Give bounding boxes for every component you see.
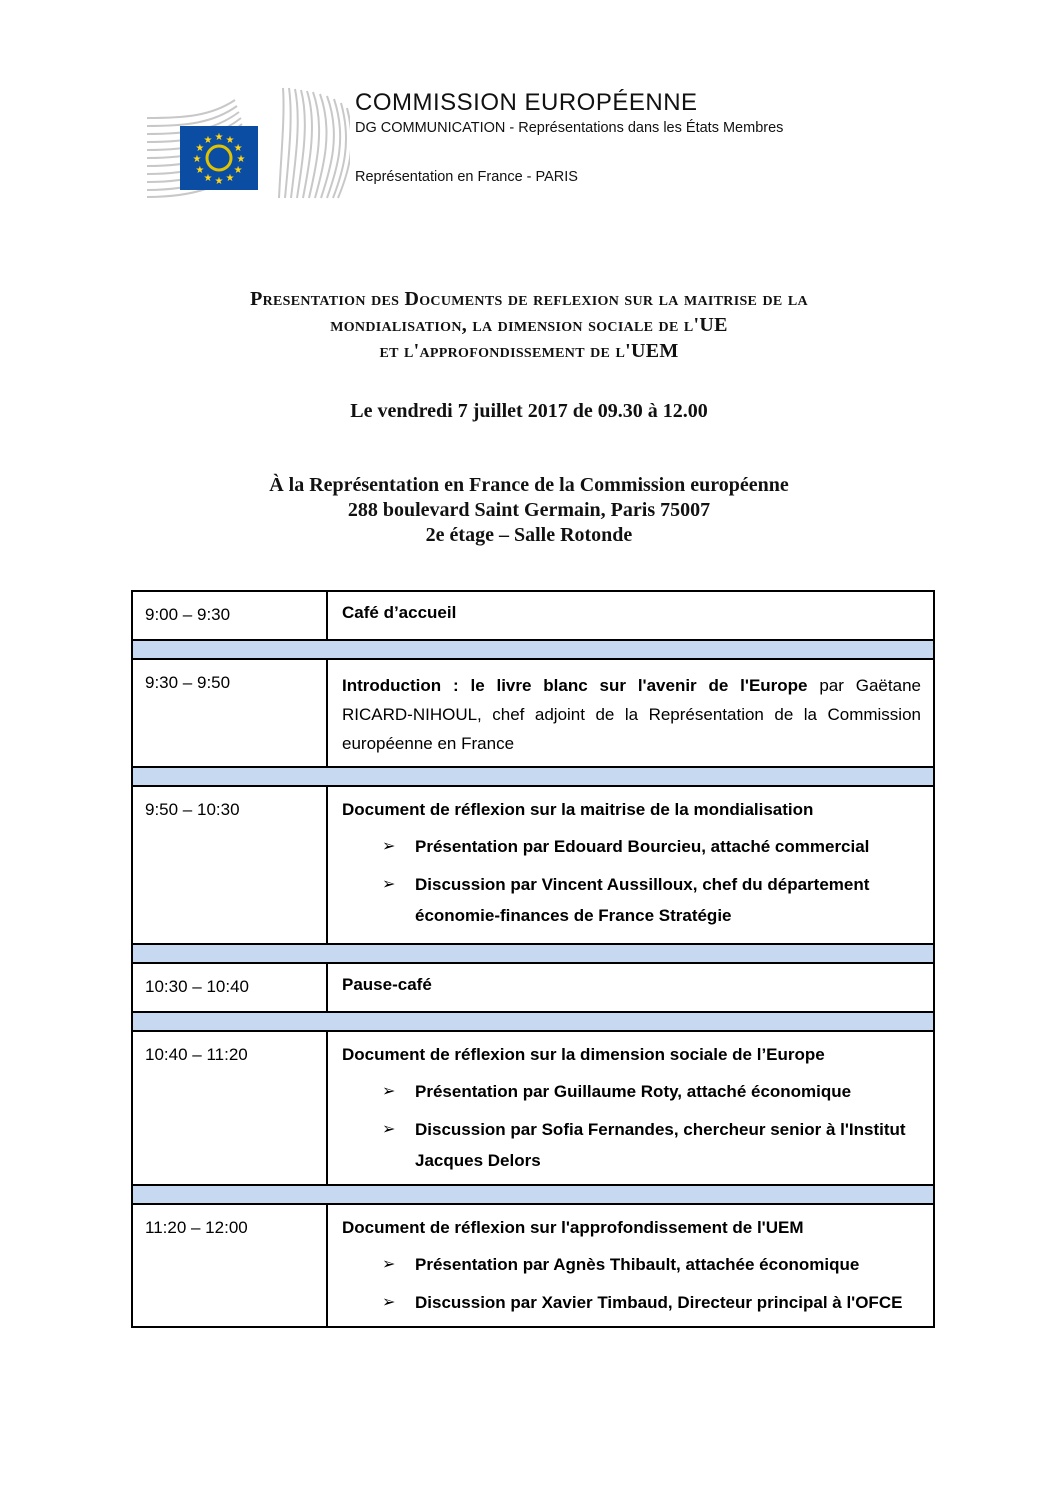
svg-text:★: ★	[195, 165, 205, 176]
agenda-row	[132, 591, 934, 640]
activity-title: Document de réflexion sur la maitrise de la mondialisation	[342, 800, 814, 819]
activity-text: par Gaëtane RICARD-NIHOUL, chef adjoint de la Représentation de la Commission européenne en France	[342, 676, 921, 753]
agenda-row	[132, 1031, 934, 1185]
time-cell: 9:50 – 10:30	[132, 786, 327, 944]
svg-text:★: ★	[195, 143, 205, 154]
doc-title-line-1: Presentation des Documents de reflexion sur la maitrise de la	[250, 288, 808, 310]
office-line: Représentation en France - PARIS	[355, 169, 578, 185]
activity-title: Document de réflexion sur la dimension sociale de l’Europe	[342, 1045, 825, 1064]
separator-row	[132, 1185, 934, 1204]
dept-line: DG COMMUNICATION - Représentations dans les États Membres	[355, 120, 784, 136]
venue-line-3: 2e étage – Salle Rotonde	[425, 524, 633, 546]
activity-title-bold: Introduction : le livre blanc sur l'avenir de l'Europe	[342, 676, 808, 695]
doc-title	[0, 286, 1058, 364]
separator-row	[132, 944, 934, 963]
activity-label: Café d’accueil	[342, 603, 457, 622]
svg-text:★: ★	[203, 173, 213, 185]
svg-text:★: ★	[233, 165, 243, 176]
bullet-list	[382, 831, 921, 931]
bullet-arrow-icon: ➢	[382, 1083, 396, 1100]
venue-block	[0, 473, 1058, 548]
bullet-list	[382, 1249, 921, 1318]
agenda-table	[131, 590, 935, 1328]
separator-row	[132, 767, 934, 786]
bullet-text: Discussion par Vincent Aussilloux, chef du département économie-finances de France Stratégie	[415, 875, 870, 925]
bullet-list	[382, 1076, 921, 1176]
org-name: COMMISSION EUROPÉENNE	[355, 89, 698, 116]
svg-text:★: ★	[236, 154, 246, 165]
time-cell: 9:00 – 9:30	[132, 591, 327, 640]
svg-text:★: ★	[233, 143, 243, 154]
doc-title-line-3: et l'approfondissement de l'UEM	[379, 340, 679, 362]
agenda-row	[132, 786, 934, 944]
venue-line-2: 288 boulevard Saint Germain, Paris 75007	[347, 499, 711, 521]
bullet-item	[382, 1287, 921, 1318]
logo-streaks-right-icon	[279, 88, 350, 198]
bullet-item	[382, 831, 921, 862]
ec-logo	[145, 86, 350, 204]
svg-text:★: ★	[214, 132, 224, 143]
event-datetime: Le vendredi 7 juillet 2017 de 09.30 à 12.00	[350, 400, 708, 422]
time-cell: 9:30 – 9:50	[132, 659, 327, 767]
eu-flag-icon	[180, 126, 258, 190]
venue-line-1: À la Représentation en France de la Commission européenne	[269, 474, 789, 496]
time-cell: 11:20 – 12:00	[132, 1204, 327, 1327]
svg-text:★: ★	[192, 154, 202, 165]
bullet-text: Présentation par Agnès Thibault, attachée économique	[415, 1255, 860, 1274]
bullet-arrow-icon: ➢	[382, 1121, 396, 1138]
bullet-item	[382, 1076, 921, 1107]
svg-text:★: ★	[225, 134, 235, 146]
agenda-row	[132, 963, 934, 1012]
bullet-arrow-icon: ➢	[382, 1294, 396, 1311]
svg-text:★: ★	[225, 173, 235, 185]
activity-label: Pause-café	[342, 975, 432, 994]
bullet-text: Présentation par Edouard Bourcieu, attaché commercial	[415, 837, 870, 856]
agenda-row	[132, 659, 934, 767]
separator-row	[132, 1012, 934, 1031]
bullet-text: Présentation par Guillaume Roty, attaché économique	[415, 1082, 852, 1101]
header-block	[355, 90, 915, 186]
time-cell: 10:40 – 11:20	[132, 1031, 327, 1185]
bullet-text: Discussion par Xavier Timbaud, Directeur principal à l'OFCE	[415, 1293, 903, 1312]
doc-title-line-2: mondialisation, la dimension sociale de l'UE	[330, 314, 728, 336]
bullet-item	[382, 1114, 921, 1176]
bullet-arrow-icon: ➢	[382, 1256, 396, 1273]
bullet-arrow-icon: ➢	[382, 876, 396, 893]
bullet-item	[382, 869, 921, 931]
bullet-arrow-icon: ➢	[382, 838, 396, 855]
bullet-item	[382, 1249, 921, 1280]
svg-text:★: ★	[203, 134, 213, 146]
separator-row	[132, 640, 934, 659]
time-cell: 10:30 – 10:40	[132, 963, 327, 1012]
agenda-row	[132, 1204, 934, 1327]
activity-paragraph	[342, 671, 921, 758]
bullet-text: Discussion par Sofia Fernandes, chercheur senior à l'Institut Jacques Delors	[415, 1120, 906, 1170]
svg-text:★: ★	[214, 176, 224, 187]
activity-title: Document de réflexion sur l'approfondissement de l'UEM	[342, 1218, 804, 1237]
